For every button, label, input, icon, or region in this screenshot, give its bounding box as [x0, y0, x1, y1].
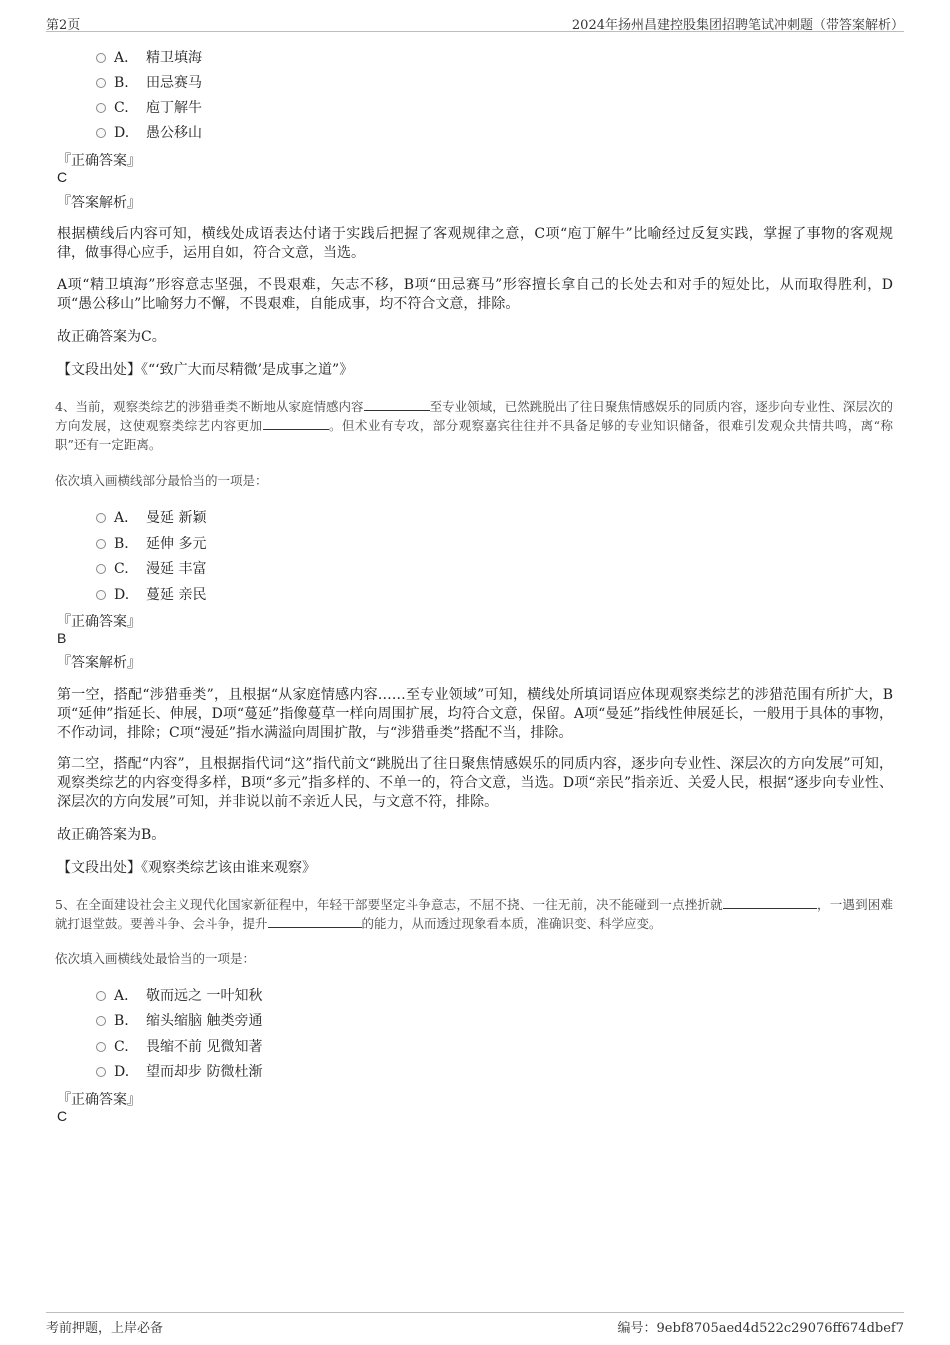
radio-icon[interactable] [96, 590, 106, 600]
footer-slogan: 考前押题，上岸必备 [46, 1321, 164, 1336]
radio-icon[interactable] [96, 1016, 106, 1026]
radio-icon[interactable] [96, 103, 106, 113]
q5-option-d[interactable]: D. 望而却步 防微杜渐 [96, 1061, 262, 1081]
q4-option-a[interactable]: A． 曼延 新颖 [96, 507, 206, 527]
question-stem: 4、当前，观察类综艺的涉猎垂类不断地从家庭情感内容 至专业领域，已然跳脱出了往日聚焦情感娱乐的同质内容，逐步向专业性、深层次的方向发展，这使观察类综艺内容更加 。但术业有专攻，部分观察嘉宾往往并不具备足够的专业知识储备，很难引发观众共情共鸣，离“称职”还有一定距离。 [55, 399, 893, 452]
q3-option-b[interactable]: B. 田忌赛马 [96, 72, 202, 92]
analysis-paragraph: A项“精卫填海”形容意志坚强，不畏艰难，矢志不移，B项“田忌赛马”形容擅长拿自己的长处去和对手的短处比，从而取得胜利，D项“愚公移山”比喻努力不懈，不畏艰难，自能成事，均不符合文意，排除。 [57, 277, 893, 312]
analysis-paragraph: 第一空，搭配“涉猎垂类”，且根据“从家庭情感内容……至专业领域”可知，横线处所填词语应体现观察类综艺的涉猎范围有所扩大，B项“延伸”指延长、伸展，D项“蔓延”指像蔓草一样向周围扩展，均符合文意，保留。A项“曼延”指线性伸展延长，一般用于具体的事物，不作动词，排除；C项“漫延”指水满溢向周围扩散，与“涉猎垂类”搭配不当，排除。 [57, 687, 893, 741]
radio-icon[interactable] [96, 1042, 106, 1052]
answer-label: 『正确答案』 [57, 614, 141, 630]
analysis-paragraph: 第二空，搭配“内容”，且根据指代词“这”指代前文“跳脱出了往日聚焦情感娱乐的同质内容，逐步向专业性、深层次的方向发展”可知，观察类综艺的内容变得多样，B项“多元”指多样的、不单一的，符合文意，当选。D项“亲民”指亲近、关爱人民，根据“逐步向专业性、深层次的方向发展”可知，并非说以前不亲近人民，与文意不符，排除。 [57, 756, 893, 810]
fill-blank [268, 916, 362, 928]
fill-blank [263, 418, 329, 430]
radio-icon[interactable] [96, 539, 106, 549]
answer-value: C [57, 1108, 68, 1124]
answer-value: C [57, 169, 68, 185]
q5-option-c[interactable]: C. 畏缩不前 见微知著 [96, 1036, 262, 1056]
source-citation: 【文段出处】《观察类综艺该由谁来观察》 [57, 860, 316, 876]
q3-option-c[interactable]: C. 庖丁解牛 [96, 97, 202, 117]
answer-value: B [57, 630, 67, 646]
analysis-paragraph: 根据横线后内容可知，横线处成语表达付诸于实践后把握了客观规律之意，C项“庖丁解牛”比喻经过反复实践，掌握了事物的客观规律，做事得心应手，运用自如，符合文意，当选。 [57, 226, 893, 261]
radio-icon[interactable] [96, 991, 106, 1001]
fill-blank [723, 897, 817, 909]
radio-icon[interactable] [96, 513, 106, 523]
answer-label: 『正确答案』 [57, 1092, 141, 1108]
radio-icon[interactable] [96, 564, 106, 574]
fill-blank [364, 399, 430, 411]
analysis-conclusion: 故正确答案为B。 [57, 827, 166, 843]
radio-icon[interactable] [96, 78, 106, 88]
radio-icon[interactable] [96, 53, 106, 63]
q4-option-b[interactable]: B. 延伸 多元 [96, 533, 206, 553]
answer-label: 『正确答案』 [57, 153, 141, 169]
analysis-label: 『答案解析』 [57, 655, 141, 671]
page-number: 第2页 [46, 18, 81, 33]
question-prompt: 依次填入画横线处最恰当的一项是： [55, 951, 256, 966]
question-stem: 5、在全面建设社会主义现代化国家新征程中，年轻干部要坚定斗争意志，不屈不挠、一往无前，决不能碰到一点挫折就 ，一遇到困难就打退堂鼓。要善斗争、会斗争，提升 的能力，从而透过现象看本质，准确识变、科学应变。 [55, 897, 893, 931]
source-citation: 【文段出处】《“‘致广大而尽精微’是成事之道”》 [57, 362, 354, 378]
q4-option-d[interactable]: D. 蔓延 亲民 [96, 584, 206, 604]
q3-option-a[interactable]: A． 精卫填海 [96, 47, 202, 67]
page-header [46, 10, 904, 32]
radio-icon[interactable] [96, 1067, 106, 1077]
radio-icon[interactable] [96, 128, 106, 138]
q4-option-c[interactable]: C. 漫延 丰富 [96, 558, 206, 578]
analysis-label: 『答案解析』 [57, 195, 141, 211]
q3-option-d[interactable]: D. 愚公移山 [96, 122, 202, 142]
q5-option-b[interactable]: B. 缩头缩脑 触类旁通 [96, 1010, 262, 1030]
document-title: 2024年扬州昌建控股集团招聘笔试冲刺题（带答案解析） [571, 18, 904, 33]
document-id: 编号：9ebf8705aed4d522c29076ff674dbef7 [617, 1321, 904, 1336]
q5-option-a[interactable]: A． 敬而远之 一叶知秋 [96, 985, 262, 1005]
question-prompt: 依次填入画横线部分最恰当的一项是： [55, 473, 268, 488]
page-footer [46, 1312, 904, 1336]
analysis-conclusion: 故正确答案为C。 [57, 329, 166, 345]
